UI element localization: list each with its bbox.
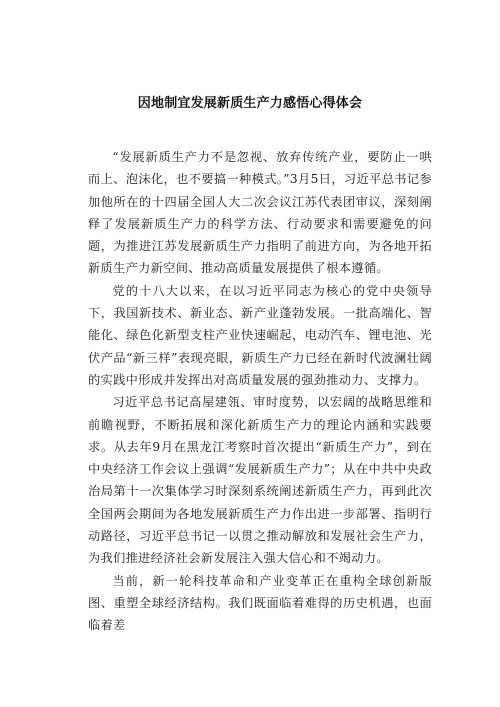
- paragraph: 习近平总书记高屋建瓴、审时度势，以宏阔的战略思维和前瞻视野，不断拓展和深化新质生产力的理论内涵和实践要求。从去年9月在黑龙江考察时首次提出“新质生产力”，到在中央经济工作会议上强调“发展新质生产力”；从在中共中央政治局第十一次集体学习时深刻系统阐述新质生产力，再到此次全国两会期间为各地发展新质生产力作出进一步部署、指明行动路径，习近平总书记一以贯之推动解放和发展社会生产力，为我们推进经济社会新发展注入强大信心和不竭动力。: [88, 395, 432, 566]
- paragraph: 党的十八大以来，在以习近平同志为核心的党中央领导下，我国新技术、新业态、新产业蓬勃发展。一批高端化、智能化、绿色化新型支柱产业快速崛起，电动汽车、锂电池、光伏产品“新三样”表现亮眼，新质生产力已经在新时代波澜壮阔的实践中形成并发挥出对高质量发展的强劲推动力、支撑力。: [88, 283, 432, 387]
- document-title: 因地制宜发展新质生产力感悟心得体会: [137, 96, 363, 111]
- document-body: [88, 146, 432, 637]
- paragraph: “发展新质生产力不是忽视、放弃传统产业，要防止一哄而上、泡沫化，也不要搞一种模式。”3月5日，习近平总书记参加他所在的十四届全国人大二次会议江苏代表团审议，深刻阐释了发展新质生产力的科学方法、行动要求和需要避免的问题，为推进江苏发展新质生产力指明了前进方向，为各地开拓新质生产力新空间、推动高质量发展提供了根本遵循。: [88, 150, 432, 276]
- paragraph: 当前，新一轮科技革命和产业变革正在重构全球创新版图、重塑全球经济结构。我们既面临着难得的历史机遇，也面临着差: [88, 573, 432, 633]
